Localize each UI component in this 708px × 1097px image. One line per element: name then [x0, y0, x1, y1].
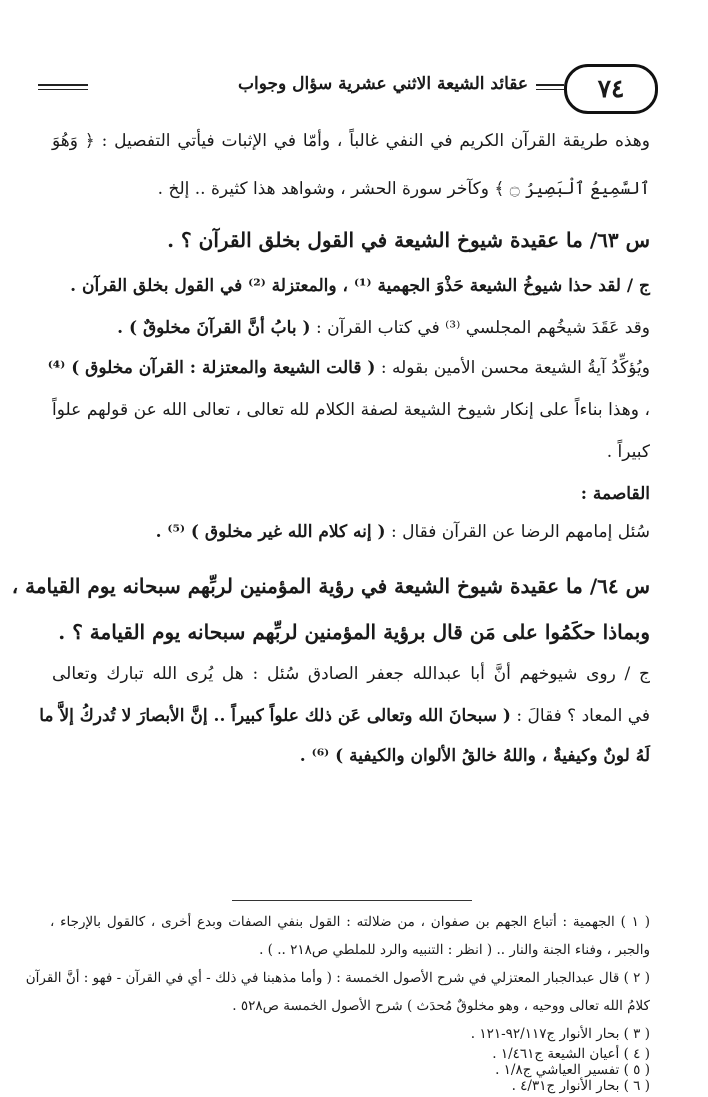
page-number: ٧٤ [564, 64, 658, 114]
qasima-line-1 [52, 522, 650, 542]
body-line-2: ٱلسَّمِيعُ ٱلْبَصِيرُ ۝ ﴾ وكآخر سورة الحشر ، وشواهد هذا كثيرة .. إلخ . [157, 179, 650, 199]
qasima-line-1-quote: ( إنه كلام الله غير مخلوق ) ⁽⁵⁾ . [155, 522, 386, 542]
answer-63-line-2 [52, 318, 650, 338]
qasima-heading: القاصمة : [580, 484, 650, 504]
answer-63-line-4: ، وهذا بناءاً على إنكار شيوخ الشيعة لصفة الكلام لله تعالى ، تعالى الله عن قولهم علواً [52, 400, 650, 420]
answer-64-line-1: ج / روى شيوخهم أنَّ أبا عبدالله جعفر الصادق سُئل : هل يُرى الله تبارك وتعالى [52, 664, 650, 684]
footnote-5: ( ٥ ) تفسير العياشي ج١/٨ . [495, 1062, 650, 1078]
footnote-separator [232, 900, 472, 901]
answer-64-line-2-quote: ( سبحانَ الله وتعالى عَن ذلك علواً كبيراً .. إنَّ الأبصارَ لا تُدركُ إلاَّ ما [39, 706, 511, 726]
footnote-2-line-2: كلامُ الله تعالى ووحيه ، وهو مخلوقٌ مُحدَث ) شرح الأصول الخمسة ص٥٢٨ . [232, 998, 650, 1014]
footnote-6: ( ٦ ) بحار الأنوار ج٤/٣١ . [511, 1078, 650, 1094]
header-rule-right [536, 84, 564, 90]
body-line-1: وهذه طريقة القرآن الكريم في النفي غالباً ، وأمّا في الإثبات فيأتي التفصيل : ﴿ وَهُوَ [52, 131, 650, 151]
footnote-1-line-2: والجبر ، وفناء الجنة والنار .. ( انظر : التنبيه والرد للملطي ص٢١٨ .. ) . [259, 942, 650, 958]
running-title: عقائد الشيعة الاثني عشرية سؤال وجواب [238, 74, 528, 94]
answer-63-line-1: ج / لقد حذا شيوخُ الشيعة حَذْوَ الجهمية ⁽¹⁾ ، والمعتزلة ⁽²⁾ في القول بخلق القرآن . [70, 276, 650, 296]
answer-63-line-2-quote: ( بابُ أنَّ القرآنَ مخلوقٌ ) . [117, 318, 311, 338]
answer-63-line-3-text: ويُؤكِّدُ آيةُ الشيعة محسن الأمين بقوله : [375, 358, 650, 378]
footnote-4: ( ٤ ) أعيان الشيعة ج١/٤٦١ . [492, 1046, 650, 1062]
answer-63-line-3 [47, 358, 650, 378]
page-header [22, 64, 658, 114]
question-64-line-2: وبماذا حكَمُوا على مَن قال برؤية المؤمنين لربِّهم سبحانه يوم القيامة ؟ . [58, 620, 650, 644]
question-63: س ٦٣/ ما عقيدة شيوخ الشيعة في القول بخلق القرآن ؟ . [167, 228, 650, 252]
answer-64-line-2 [39, 706, 650, 726]
answer-64-line-3: لَهُ لونٌ وكيفيةٌ ، واللهُ خالقُ الألوان والكيفية ) ⁽⁶⁾ . [299, 746, 650, 766]
answer-63-line-3-quote: ( قالت الشيعة والمعتزلة : القرآن مخلوق ) ⁽⁴⁾ [47, 358, 376, 378]
footnote-1-line-1: ( ١ ) الجهمية : أتباع الجهم بن صفوان ، من ضلالته : القول بنفي الصفات وبدع أخرى ، كالقول بالإرجاء ، [50, 914, 650, 930]
answer-63-line-2-text: وقد عَقَدَ شيخُهم المجلسي ⁽³⁾ في كتاب القرآن : [310, 318, 650, 338]
answer-63-line-5: كبيراً . [606, 442, 650, 462]
footnote-2-line-1: ( ٢ ) قال عبدالجبار المعتزلي في شرح الأصول الخمسة : ( وأما مذهبنا في ذلك - أي في القرآن - فهو : أنَّ القرآن [25, 970, 650, 986]
answer-64-line-2-text: في المعاد ؟ فقالَ : [510, 706, 650, 726]
qasima-line-1-text: سُئل إمامهم الرضا عن القرآن فقال : [385, 522, 650, 542]
header-rule-left [38, 84, 88, 90]
question-64-line-1: س ٦٤/ ما عقيدة شيوخ الشيعة في رؤية المؤمنين لربِّهم سبحانه يوم القيامة ، [11, 574, 650, 598]
footnote-3: ( ٣ ) بحار الأنوار ج٩٢/١١٧-١٢١ . [470, 1026, 650, 1042]
